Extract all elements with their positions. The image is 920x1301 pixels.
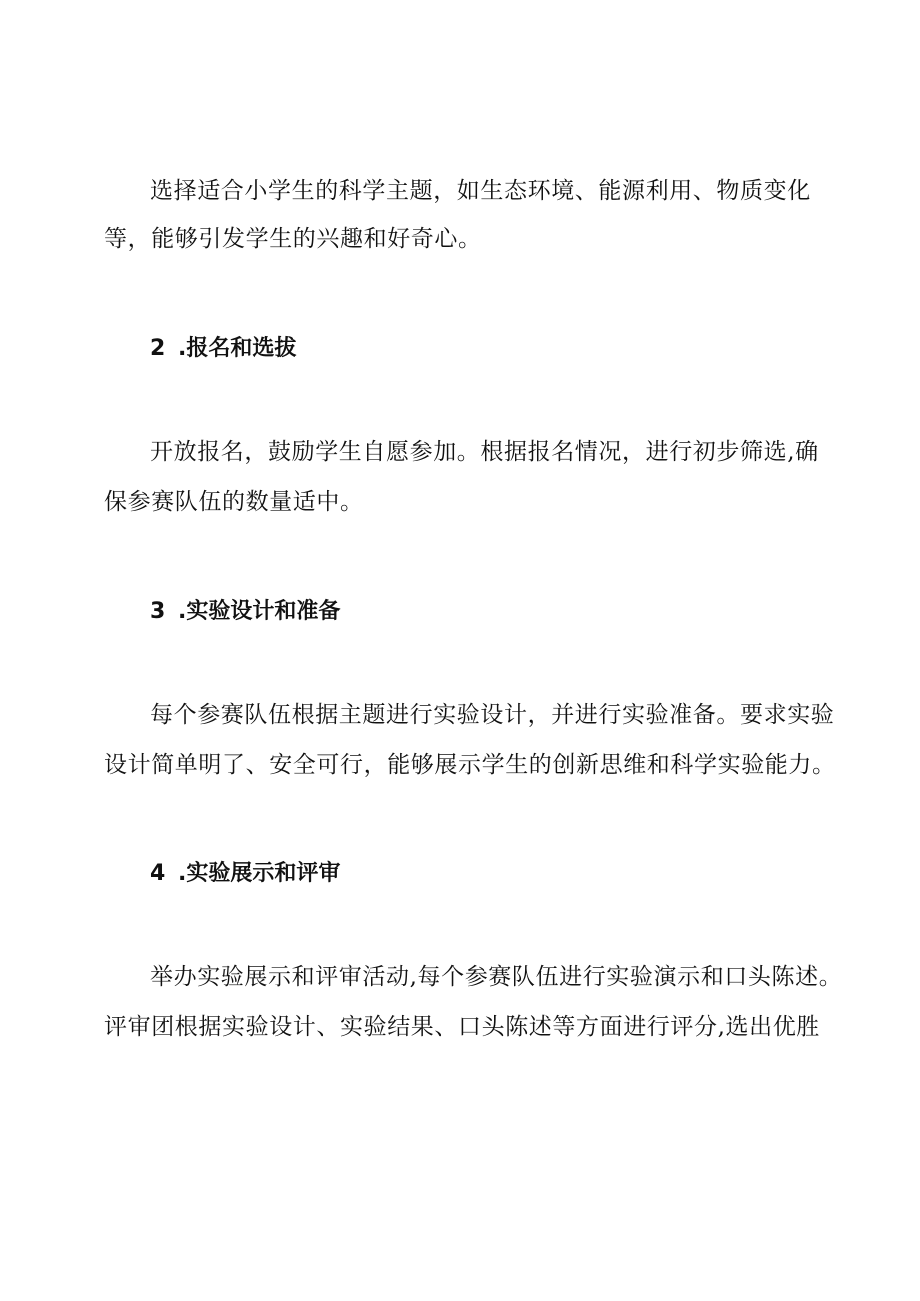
- paragraph-line: 选择适合小学生的科学主题，如生态环境、能源利用、物质变化: [150, 178, 811, 204]
- paragraph-line: 等，能够引发学生的兴趣和好奇心。: [104, 226, 482, 252]
- section-number: 4: [150, 861, 166, 886]
- paragraph-line: 每个参赛队伍根据主题进行实验设计，并进行实验准备。要求实验: [150, 702, 835, 728]
- section-number: 3: [150, 599, 166, 624]
- section-title: .实验设计和准备: [178, 599, 341, 624]
- section-heading: [150, 859, 340, 889]
- paragraph-line: 开放报名，鼓励学生自愿参加。根据报名情况，进行初步筛选,确: [150, 439, 819, 465]
- section-number: 2: [150, 336, 166, 361]
- section-heading: [150, 334, 296, 364]
- paragraph-line: 保参赛队伍的数量适中。: [104, 489, 364, 515]
- paragraph-line: 举办实验展示和评审活动,每个参赛队伍进行实验演示和口头陈述。: [150, 964, 843, 990]
- section-heading: [150, 597, 340, 627]
- paragraph-line: 评审团根据实验设计、实验结果、口头陈述等方面进行评分,选出优胜: [104, 1014, 820, 1040]
- section-title: .实验展示和评审: [178, 861, 341, 886]
- paragraph-line: 设计简单明了、安全可行，能够展示学生的创新思维和科学实验能力。: [104, 752, 836, 778]
- section-title: .报名和选拔: [178, 336, 297, 361]
